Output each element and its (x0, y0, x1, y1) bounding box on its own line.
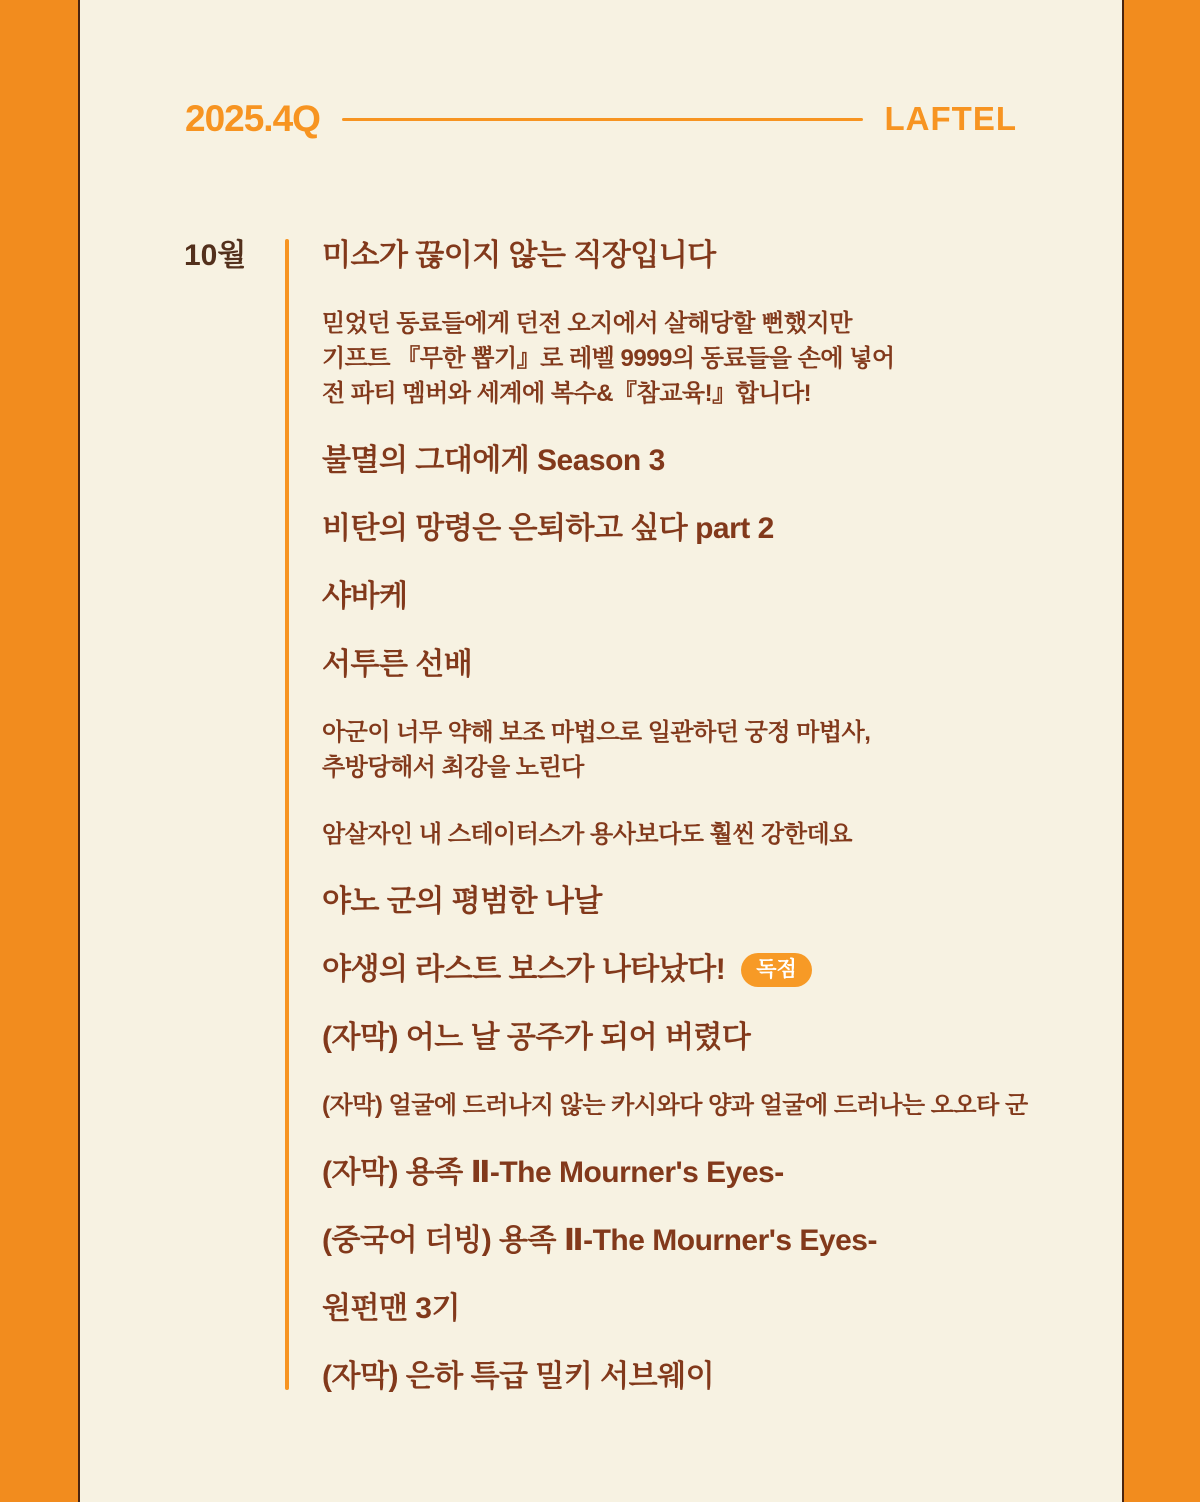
release-item: (자막) 은하 특급 밀키 서브웨이 (322, 1360, 715, 1393)
release-item (322, 952, 1112, 988)
release-list (322, 238, 1112, 1395)
release-item (322, 306, 1112, 411)
release-item: (자막) 어느 날 공주가 되어 버렸다 (322, 1021, 751, 1054)
header-rule (342, 118, 863, 121)
release-item-line: 믿었던 동료들에게 던전 오지에서 살해당할 뻔했지만 (322, 310, 852, 337)
month-divider-line (285, 239, 289, 1390)
release-item-line: 전 파티 멤버와 세계에 복수&『참교육!』합니다! (322, 380, 812, 407)
left-orange-band (0, 0, 80, 1502)
release-item (322, 715, 1112, 785)
release-item: (중국어 더빙) 용족 Ⅱ-The Mourner's Eyes- (322, 1224, 877, 1257)
release-item: (자막) 얼굴에 드러나지 않는 카시와다 양과 얼굴에 드러나는 오오타 군 (322, 1092, 1028, 1119)
release-item: 야노 군의 평범한 나날 (322, 885, 602, 918)
exclusive-badge: 독점 (741, 953, 812, 987)
right-orange-band (1122, 0, 1200, 1502)
release-item: 비탄의 망령은 은퇴하고 싶다 part 2 (322, 512, 774, 545)
release-item: 샤바케 (322, 580, 408, 613)
laftel-logo: LAFTEL (884, 100, 1017, 137)
release-item: 미소가 끊이지 않는 직장입니다 (322, 239, 716, 272)
release-item: 서투른 선배 (322, 648, 473, 681)
release-item: 암살자인 내 스테이터스가 용사보다도 훨씬 강한데요 (322, 821, 852, 848)
quarter-label: 2025.4Q (185, 98, 320, 139)
release-item-title: 야생의 라스트 보스가 나타났다! (322, 953, 726, 986)
release-item: 불멸의 그대에게 Season 3 (322, 444, 665, 477)
release-item: 원펀맨 3기 (322, 1292, 460, 1325)
header (185, 98, 1017, 140)
release-item-line: 기프트 『무한 뽑기』로 레벨 9999의 동료들을 손에 넣어 (322, 345, 895, 372)
release-item: (자막) 용족 Ⅱ-The Mourner's Eyes- (322, 1156, 784, 1189)
release-item-line: 추방당해서 최강을 노린다 (322, 754, 584, 781)
release-item-line: 아군이 너무 약해 보조 마법으로 일관하던 궁정 마법사, (322, 719, 871, 746)
month-label: 10월 (184, 239, 247, 272)
